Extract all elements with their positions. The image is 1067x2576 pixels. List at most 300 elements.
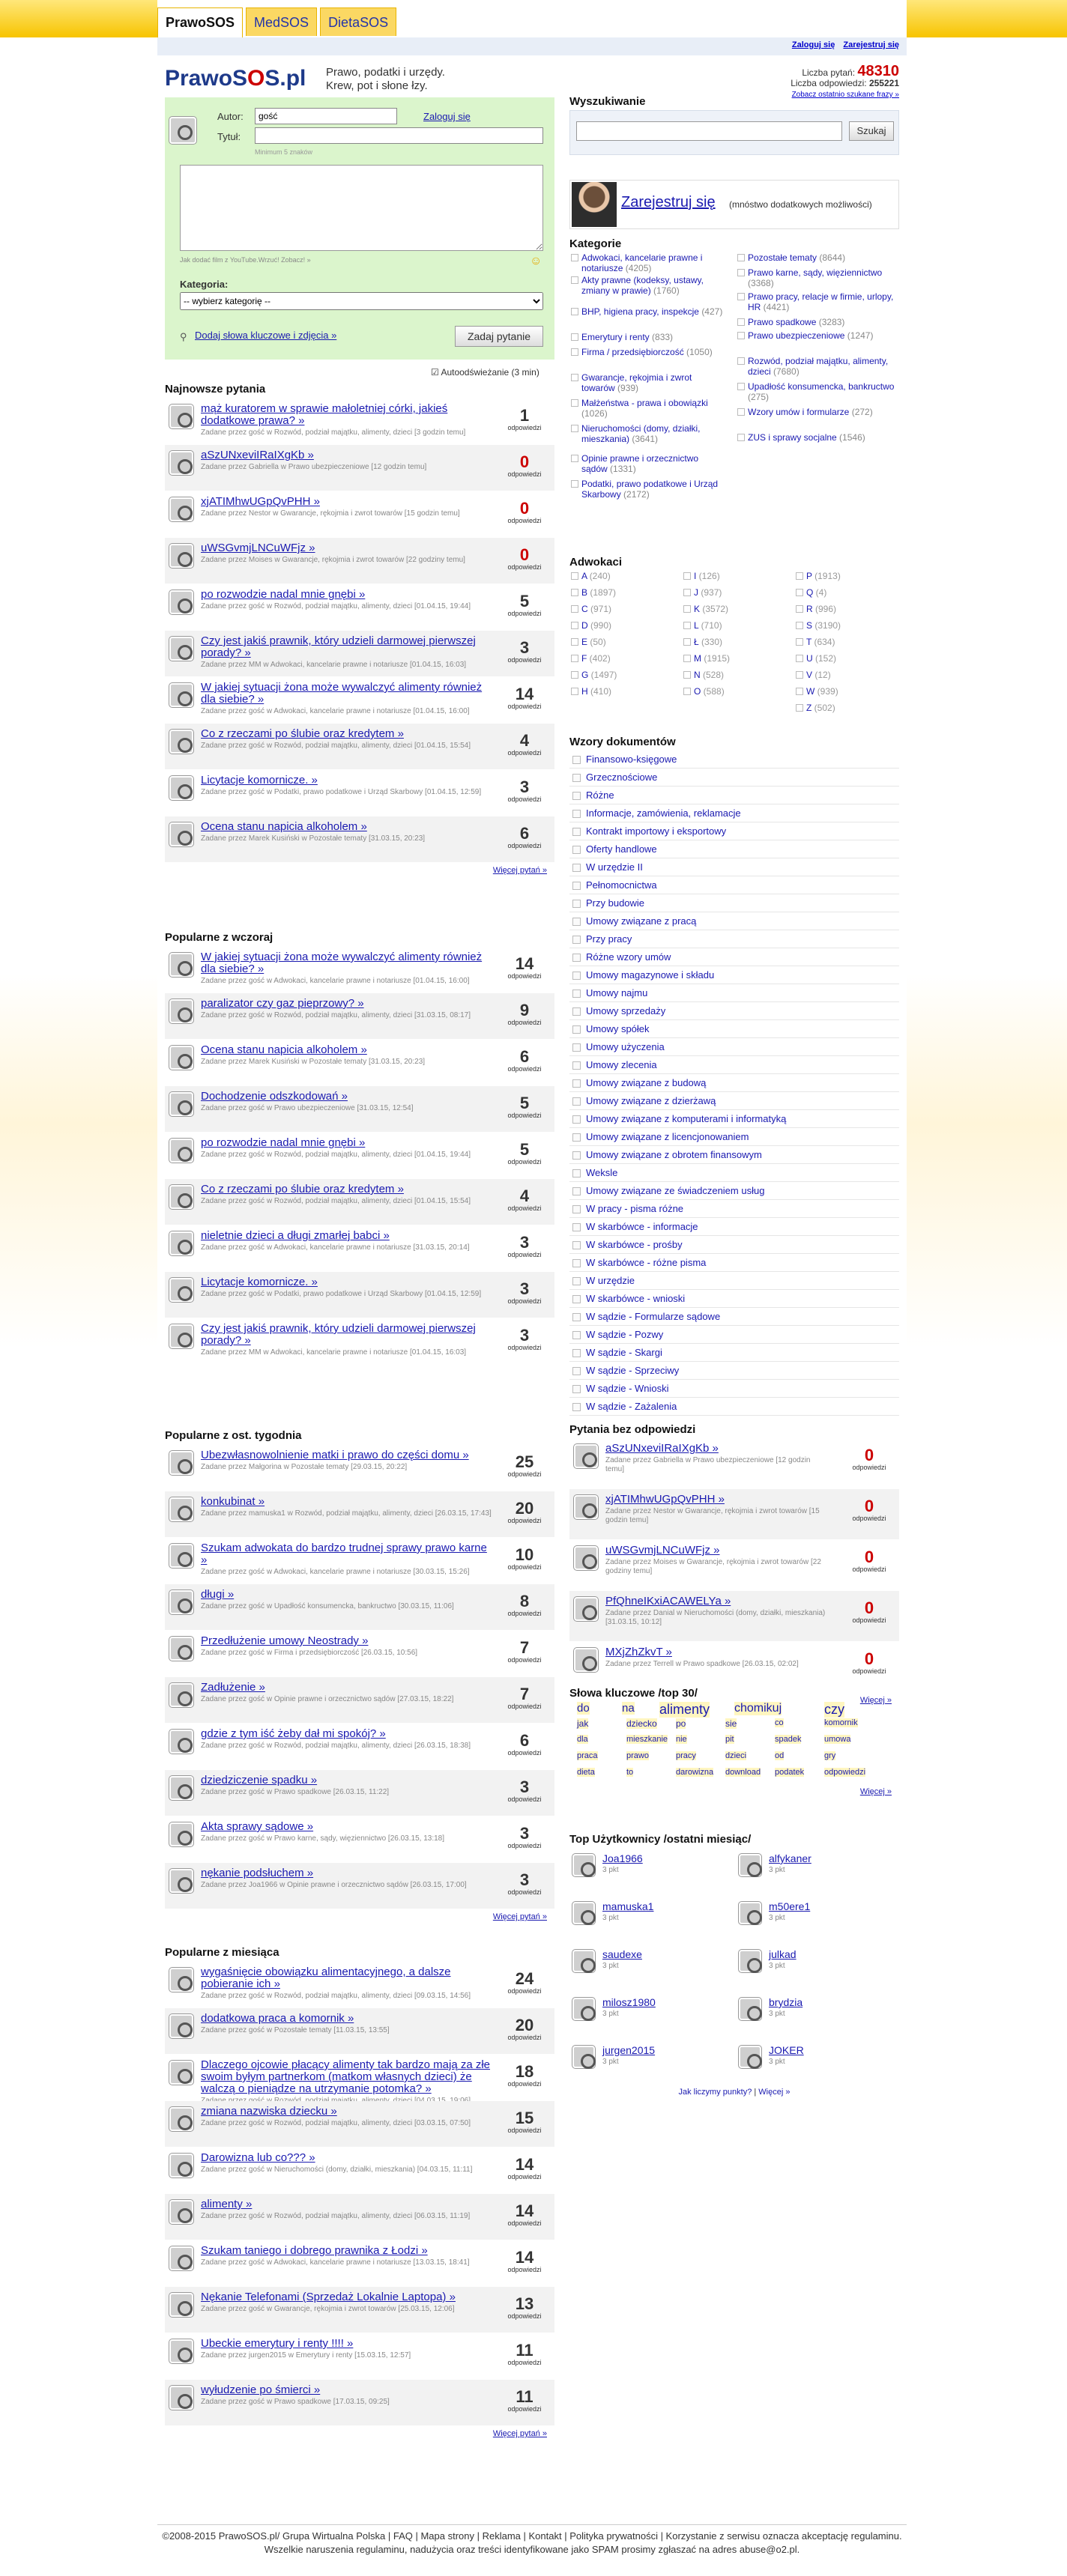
question-meta: Zadane przez Nestor w Gwarancje, rękojmia i zwrot towarów [15 godzin temu]	[605, 1507, 820, 1524]
user-link[interactable]: jurgen2015	[602, 2044, 656, 2056]
category-link[interactable]: Adwokaci, kancelarie prawne i notariusze (4205)	[569, 252, 727, 273]
template-link[interactable]: Umowy związane z budową	[569, 1074, 899, 1092]
smiley-icon[interactable]: ☺	[530, 255, 542, 267]
answer-count-label: odpowiedzi	[507, 1842, 542, 1849]
question-link[interactable]: zmiana nazwiska dziecku »	[201, 2105, 337, 2118]
keyword-tag[interactable]: jak	[577, 1718, 589, 1729]
user-avatar	[169, 1822, 193, 1846]
template-link[interactable]: Kontrakt importowy i eksportowy	[569, 822, 899, 840]
lawyer-letter[interactable]: G (1497)	[569, 670, 617, 680]
answer-count-label: odpowiedzi	[507, 517, 542, 524]
category-link[interactable]: Upadłość konsumencka, bankructwo (275)	[736, 381, 899, 402]
answer-count-value: 24	[515, 1969, 534, 1988]
category-link[interactable]: BHP, higiena pracy, inspekcje (427)	[569, 306, 727, 317]
category-link[interactable]: Podatki, prawo podatkowe i Urząd Skarbowy (2172)	[569, 479, 727, 500]
user-link[interactable]: brydzia	[769, 1996, 803, 2008]
user-avatar	[169, 1185, 193, 1209]
lawyer-letter[interactable]: Q (4)	[794, 587, 826, 598]
category-link[interactable]: Prawo karne, sądy, więziennictwo (3368)	[736, 267, 899, 288]
keyword-tag[interactable]: dieta	[577, 1768, 595, 1777]
answer-count	[502, 593, 547, 617]
category-link[interactable]: Nieruchomości (domy, działki, mieszkania) (3641)	[569, 423, 727, 444]
user-avatar	[574, 1495, 598, 1519]
question-link[interactable]: konkubinat »	[201, 1495, 265, 1508]
template-link[interactable]: W sądzie - Zażalenia	[569, 1398, 899, 1416]
answer-count	[502, 640, 547, 664]
question-row	[165, 2240, 554, 2287]
answer-count-value: 11	[516, 2387, 534, 2406]
keyword-tag[interactable]: mieszkanie	[626, 1735, 668, 1744]
question-link[interactable]: aSzUNxeviIRaIXgKb »	[201, 449, 314, 461]
keyword-tag[interactable]: po	[676, 1718, 686, 1729]
sidebar-register-link[interactable]: Zarejestruj się	[621, 194, 716, 210]
answer-count	[502, 1733, 547, 1757]
keyword-tag[interactable]: od	[775, 1751, 785, 1760]
add-keywords-link[interactable]: Dodaj słowa kluczowe i zdjęcia »	[195, 330, 337, 341]
lawyer-letter[interactable]: M (1915)	[682, 653, 730, 664]
user-avatar	[169, 2154, 193, 2178]
lawyer-letter[interactable]: V (12)	[794, 670, 831, 680]
answer-count-value: 3	[519, 1326, 530, 1345]
question-meta: Zadane przez gość w Rozwód, podział majątku, alimenty, dzieci [01.04.15, 15:54]	[201, 742, 471, 750]
category-link[interactable]: Prawo ubezpieczeniowe (1247)	[736, 330, 899, 341]
answer-count	[502, 2249, 547, 2273]
question-link[interactable]: Czy jest jakiś prawnik, który udzieli darmowej pierwszej porady? »	[201, 634, 476, 659]
more-questions-link[interactable]: Więcej pytań »	[492, 2429, 547, 2438]
answer-count-label: odpowiedzi	[507, 563, 542, 571]
answer-count	[502, 1095, 547, 1119]
answer-count-label: odpowiedzi	[507, 1517, 542, 1524]
template-link[interactable]: W skarbówce - różne pisma	[569, 1254, 899, 1272]
question-row	[165, 2287, 554, 2333]
more-questions-link[interactable]: Więcej pytań »	[492, 866, 547, 875]
user-avatar	[574, 1597, 598, 1621]
more-questions-link[interactable]: Więcej pytań »	[492, 1912, 547, 1921]
template-link[interactable]: Umowy sprzedaży	[569, 1002, 899, 1020]
template-link[interactable]: Umowy użyczenia	[569, 1038, 899, 1056]
author-label: Autor:	[217, 111, 244, 122]
lawyer-letter[interactable]: B (1897)	[569, 587, 616, 598]
user-avatar	[169, 497, 193, 521]
question-link[interactable]: po rozwodzie nadal mnie gnębi »	[201, 1136, 366, 1149]
user-avatar	[169, 1776, 193, 1800]
answer-count-value: 6	[519, 824, 530, 843]
question-link[interactable]: Ocena stanu napicia alkoholem »	[201, 820, 367, 833]
questions-count: 48310	[857, 63, 899, 79]
answer-count	[502, 1779, 547, 1803]
question-link[interactable]: gdzie z tym iść żeby dał mi spokój? »	[201, 1727, 386, 1740]
user-avatar	[739, 1854, 761, 1876]
question-meta: Zadane przez Danial w Nieruchomości (domy, działki, mieszkania) [31.03.15, 10:12]	[605, 1609, 826, 1626]
answer-count	[502, 956, 547, 980]
user-avatar	[169, 2339, 193, 2363]
template-link[interactable]: W sądzie - Pozwy	[569, 1326, 899, 1344]
template-link[interactable]: Różne	[569, 787, 899, 804]
category-link[interactable]: Małżeństwa - prawa i obowiązki (1026)	[569, 398, 727, 419]
answer-count	[502, 1593, 547, 1617]
answer-count	[502, 2017, 547, 2041]
keyword-tag[interactable]: komornik	[824, 1718, 858, 1727]
question-row	[165, 2380, 554, 2426]
question-meta: Zadane przez gość w Prawo spadkowe [26.03.15, 11:22]	[201, 1788, 390, 1796]
question-meta: Zadane przez gość w Opinie prawne i orzecznictwo sądów [27.03.15, 18:22]	[201, 1695, 454, 1703]
template-link[interactable]: W urzędzie	[569, 1272, 899, 1290]
search-input[interactable]	[576, 121, 842, 141]
answer-count	[502, 1686, 547, 1710]
question-link[interactable]: Dlaczego ojcowie płacący alimenty tak bardzo mają za złe swoim byłym partnerkom (matkom własnych dzieci) że walczą o pieniądze na utrzymanie potomka? »	[201, 2058, 491, 2095]
user-avatar	[169, 1968, 193, 1992]
question-link[interactable]: Nękanie Telefonami (Sprzedaż Lokalnie Laptopa) »	[201, 2291, 456, 2303]
answer-count: 0 odpowiedzi	[852, 1497, 886, 1522]
category-link[interactable]: Emerytury i renty (833)	[569, 332, 727, 342]
category-link[interactable]: Prawo spadkowe (3283)	[736, 317, 899, 327]
user-avatar	[739, 1902, 761, 1924]
register-box	[569, 180, 899, 229]
question-link[interactable]: uWSGvmjLNCuWFjz »	[605, 1544, 720, 1557]
keyword-tag[interactable]: na	[622, 1702, 635, 1715]
answer-count	[502, 2203, 547, 2227]
user-avatar	[169, 776, 193, 800]
template-link[interactable]: Pełnomocnictwa	[569, 876, 899, 894]
register-link[interactable]: Zarejestruj się	[843, 40, 899, 49]
answer-count-label: odpowiedzi	[507, 1297, 542, 1305]
lawyer-letter[interactable]: N (528)	[682, 670, 724, 680]
question-link[interactable]: po rozwodzie nadal mnie gnębi »	[201, 588, 366, 601]
keywords-more-link[interactable]: Więcej »	[859, 1787, 892, 1796]
answer-count-label: odpowiedzi	[507, 842, 542, 849]
answer-count-value: 3	[519, 1233, 530, 1252]
template-link[interactable]: Oferty handlowe	[569, 840, 899, 858]
lawyer-letter[interactable]: C (971)	[569, 604, 611, 614]
template-link[interactable]: Umowy spółek	[569, 1020, 899, 1038]
template-link[interactable]: Umowy magazynowe i składu	[569, 966, 899, 984]
template-link[interactable]: W sądzie - Sprzeciwy	[569, 1362, 899, 1380]
question-link[interactable]: Przedłużenie umowy Neostrady »	[201, 1634, 369, 1647]
question-link[interactable]: Darowizna lub co??? »	[201, 2151, 315, 2164]
answer-count	[502, 1825, 547, 1849]
keyword-tag[interactable]: pracy	[676, 1751, 696, 1760]
category-link[interactable]: Rozwód, podział majątku, alimenty, dzieci (7680)	[736, 356, 899, 377]
question-row	[165, 816, 554, 863]
top-users-more-link[interactable]: Więcej »	[758, 2088, 791, 2097]
question-link[interactable]: Ubeckie emerytury i renty !!!! »	[201, 2337, 354, 2350]
points-help-link[interactable]: Jak liczymy punkty?	[678, 2088, 752, 2097]
tab-medsos[interactable]: MedSOS	[246, 7, 317, 36]
lawyer-letter[interactable]: D (990)	[569, 620, 611, 631]
answer-count-value: 3	[519, 1778, 530, 1796]
lawyer-letter[interactable]: J (937)	[682, 587, 722, 598]
keyword-tag[interactable]: dzieci	[725, 1751, 747, 1760]
question-link[interactable]: aSzUNxeviIRaIXgKb »	[605, 1442, 719, 1455]
question-link[interactable]: Co z rzeczami po ślubie oraz kredytem »	[201, 727, 404, 740]
question-link[interactable]: mąż kuratorem w sprawie małoletniej córki, jakieś dodatkowe prawa? »	[201, 402, 448, 427]
template-link[interactable]: W sądzie - Wnioski	[569, 1380, 899, 1398]
answer-count	[502, 2110, 547, 2134]
question-link[interactable]: uWSGvmjLNCuWFjz »	[201, 542, 315, 554]
unanswered-row	[569, 1591, 899, 1642]
title-hint: Minimum 5 znaków	[255, 148, 313, 156]
keyword-tag[interactable]: gry	[824, 1751, 836, 1760]
lawyer-letter[interactable]: O (588)	[682, 686, 725, 697]
user-points: 3 pkt	[602, 2010, 619, 2018]
template-link[interactable]: Grzecznościowe	[569, 769, 899, 787]
template-link[interactable]: Umowy związane z licencjonowaniem	[569, 1128, 899, 1146]
answer-count-value: 18	[515, 2062, 534, 2081]
tab-prawosos[interactable]: PrawoSOS	[157, 7, 243, 37]
user-avatar	[169, 1637, 193, 1661]
lawyer-letter[interactable]: S (3190)	[794, 620, 841, 631]
unanswered-more-link[interactable]: Więcej »	[859, 1696, 892, 1705]
question-link[interactable]: wygaśnięcie obowiązku alimentacyjnego, a dalsze pobieranie ich »	[201, 1966, 451, 1990]
keyword-tag[interactable]: alimenty	[659, 1702, 710, 1717]
recent-searches-link[interactable]: Zobacz ostatnio szukane frazy »	[791, 91, 899, 99]
question-row	[165, 1225, 554, 1272]
keyword-tag[interactable]: chomikuj	[734, 1702, 782, 1715]
template-link[interactable]: W skarbówce - informacje	[569, 1218, 899, 1236]
user-avatar	[572, 1902, 595, 1924]
user-avatar	[169, 2200, 193, 2224]
user-points: 3 pkt	[769, 2010, 785, 2018]
lawyer-letter[interactable]: R (996)	[794, 604, 836, 614]
answer-count-label: odpowiedzi	[507, 610, 542, 617]
answer-count	[502, 1971, 547, 1995]
lawyer-letter[interactable]: P (1913)	[794, 571, 841, 581]
question-link[interactable]: Ocena stanu napicia alkoholem »	[201, 1043, 367, 1056]
ask-question-form	[165, 97, 554, 360]
user-avatar	[169, 1231, 193, 1255]
question-link[interactable]: Szukam taniego i dobrego prawnika z Łodzi »	[201, 2244, 428, 2257]
title-input[interactable]	[255, 127, 543, 144]
question-meta: Zadane przez Gabriella w Prawo ubezpieczeniowe [12 godzin temu]	[201, 463, 427, 471]
answer-count-label: odpowiedzi	[507, 1112, 542, 1119]
question-meta: Zadane przez gość w Rozwód, podział majątku, alimenty, dzieci [01.04.15, 19:44]	[201, 1151, 471, 1159]
question-link[interactable]: MXjZhZkvT »	[605, 1646, 672, 1658]
user-link[interactable]: alfykaner	[769, 1852, 811, 1864]
keyword-tag[interactable]: prawo	[626, 1751, 649, 1760]
search-button[interactable]: Szukaj	[849, 121, 894, 141]
template-link[interactable]: Umowy najmu	[569, 984, 899, 1002]
page	[157, 0, 907, 2576]
question-link[interactable]: Akta sprawy sądowe »	[201, 1820, 314, 1833]
template-link[interactable]: Umowy związane ze świadczeniem usług	[569, 1182, 899, 1200]
template-link[interactable]: W sądzie - Skargi	[569, 1344, 899, 1362]
lawyer-letter[interactable]: Z (502)	[794, 703, 835, 713]
keyword-tag[interactable]: do	[577, 1702, 590, 1715]
answer-count-value: 4	[519, 731, 530, 750]
youtube-hint[interactable]: Jak dodać film z YouTube.Wrzuć! Zobacz! »	[180, 256, 311, 264]
lawyer-letter[interactable]: I (126)	[682, 571, 720, 581]
question-link[interactable]: Szukam adwokata do bardzo trudnej sprawy prawo karne »	[201, 1542, 487, 1566]
question-row	[165, 1133, 554, 1179]
template-link[interactable]: W skarbówce - prośby	[569, 1236, 899, 1254]
keyword-tag[interactable]: to	[626, 1768, 634, 1777]
user-avatar	[169, 683, 193, 707]
question-link[interactable]: nękanie podsłuchem »	[201, 1867, 314, 1879]
template-link[interactable]: Umowy związane z dzierżawą	[569, 1092, 899, 1110]
template-link[interactable]: W urzędzie II	[569, 858, 899, 876]
question-link[interactable]: W jakiej sytuacji żona może wywalczyć alimenty również dla siebie? »	[201, 951, 483, 975]
tab-dietasos[interactable]: DietaSOS	[320, 7, 396, 36]
answer-count	[502, 2157, 547, 2180]
category-link[interactable]: Firma / przedsiębiorczość (1050)	[569, 347, 727, 357]
question-link[interactable]: Licytacje komornicze. »	[201, 774, 318, 787]
user-avatar	[169, 730, 193, 754]
autorefresh-toggle[interactable]: ☑ Autoodświeżanie (3 min)	[431, 367, 539, 378]
keyword-tag[interactable]: nie	[676, 1735, 687, 1744]
answer-count-label: odpowiedzi	[507, 1204, 542, 1212]
answer-count-label: odpowiedzi	[507, 1065, 542, 1073]
submit-question-button[interactable]: Zadaj pytanie	[455, 326, 543, 347]
lawyer-letter[interactable]: H (410)	[569, 686, 611, 697]
template-link[interactable]: W skarbówce - wnioski	[569, 1290, 899, 1308]
question-meta: Zadane przez gość w Adwokaci, kancelarie prawne i notariusze [01.04.15, 16:00]	[201, 707, 470, 715]
category-link[interactable]: Wzory umów i formularze (272)	[736, 407, 899, 417]
question-meta: Zadane przez jurgen2015 w Emerytury i renty [15.03.15, 12:57]	[201, 2351, 411, 2360]
question-link[interactable]: xjATIMhwUGpQvPHH »	[605, 1493, 725, 1506]
keyword-tag[interactable]: co	[775, 1718, 784, 1727]
question-meta: Zadane przez Terrell w Prawo spadkowe [26.03.15, 02:02]	[605, 1660, 799, 1668]
keyword-tag[interactable]: czy	[824, 1702, 844, 1717]
question-link[interactable]: Co z rzeczami po ślubie oraz kredytem »	[201, 1183, 404, 1195]
question-link[interactable]: W jakiej sytuacji żona może wywalczyć alimenty również dla siebie? »	[201, 681, 483, 706]
keyword-tag[interactable]: pit	[725, 1735, 734, 1744]
answer-count	[502, 1188, 547, 1212]
question-link[interactable]: Zadłużenie »	[201, 1681, 265, 1694]
template-link[interactable]: Przy budowie	[569, 894, 899, 912]
category-link[interactable]: Prawo pracy, relacje w firmie, urlopy, HR (4421)	[736, 291, 899, 312]
answer-count-value: 14	[515, 2201, 534, 2220]
search-box	[569, 94, 899, 155]
question-link[interactable]: alimenty »	[201, 2198, 253, 2210]
user-avatar	[574, 1444, 598, 1468]
footer-links[interactable]: ©2008-2015 PrawoSOS.pl/ Grupa Wirtualna Polska | FAQ | Mapa strony | Reklama | Kontakt | Polityka prywatności | Korzystanie z serwisu oznacza akceptację regulaminu.	[162, 2530, 902, 2542]
answers-count: 255221	[868, 78, 899, 88]
question-meta: Zadane przez gość w Firma i przedsiębiorczość [26.03.15, 10:56]	[201, 1649, 418, 1657]
question-meta: Zadane przez gość w Rozwód, podział majątku, alimenty, dzieci [03.03.15, 07:50]	[201, 2119, 471, 2127]
template-link[interactable]: Umowy związane z obrotem finansowym	[569, 1146, 899, 1164]
user-avatar	[169, 2061, 193, 2085]
question-link[interactable]: wyłudzenie po śmierci »	[201, 2383, 321, 2396]
category-link[interactable]: Pozostałe tematy (8644)	[736, 252, 899, 263]
question-link[interactable]: PfQhneIKxiACAWELYa »	[605, 1595, 731, 1607]
question-row	[165, 1816, 554, 1863]
answer-count-label: odpowiedzi	[507, 1888, 542, 1896]
category-link[interactable]: Akty prawne (kodeksy, ustawy, zmiany w prawie) (1760)	[569, 275, 727, 296]
user-link[interactable]: julkad	[769, 1948, 797, 1960]
template-link[interactable]: Finansowo-księgowe	[569, 751, 899, 769]
question-link[interactable]: długi »	[201, 1588, 235, 1601]
template-link[interactable]: Umowy zlecenia	[569, 1056, 899, 1074]
lawyer-letter[interactable]: U (152)	[794, 653, 836, 664]
question-row	[165, 1770, 554, 1816]
answer-count-label: odpowiedzi	[507, 795, 542, 803]
user-link[interactable]: mamuska1	[602, 1900, 654, 1912]
keyword-tag[interactable]: umowa	[824, 1735, 851, 1744]
keyword-tag[interactable]: odpowiedzi	[824, 1768, 866, 1777]
keyword-tag[interactable]: podatek	[775, 1768, 805, 1777]
unanswered-box	[569, 1422, 899, 1708]
category-select[interactable]	[180, 292, 543, 310]
question-row	[165, 1445, 554, 1491]
user-avatar	[169, 2386, 193, 2410]
template-link[interactable]: Przy pracy	[569, 930, 899, 948]
keyword-tag[interactable]: praca	[577, 1751, 598, 1760]
template-link[interactable]: Informacje, zamówienia, reklamacje	[569, 804, 899, 822]
keyword-tag[interactable]: spadek	[775, 1735, 802, 1744]
keyword-tag[interactable]: download	[725, 1768, 761, 1777]
category-link[interactable]: Gwarancje, rękojmia i zwrot towarów (939)	[569, 372, 727, 393]
user-avatar	[169, 544, 193, 568]
top-user	[736, 1992, 897, 2032]
question-link[interactable]: xjATIMhwUGpQvPHH »	[201, 495, 320, 508]
question-link[interactable]: dodatkowa praca a komornik »	[201, 2012, 354, 2025]
question-link[interactable]: paralizator czy gaz pieprzowy? »	[201, 997, 364, 1010]
question-textarea[interactable]	[180, 165, 543, 251]
template-link[interactable]: Weksle	[569, 1164, 899, 1182]
keyword-tag[interactable]: dziecko	[626, 1718, 657, 1729]
answer-count-value: 14	[515, 2155, 534, 2174]
question-row	[165, 1318, 554, 1365]
login-link[interactable]: Zaloguj się	[791, 40, 835, 49]
answer-count-label: odpowiedzi	[507, 1610, 542, 1617]
keyword-tag[interactable]: dla	[577, 1735, 588, 1744]
question-link[interactable]: nieletnie dzieci a długi zmarłej babci »	[201, 1229, 390, 1242]
category-link[interactable]: Opinie prawne i orzecznictwo sądów (1331)	[569, 453, 727, 474]
answer-count-value: 4	[519, 1187, 530, 1205]
lawyer-letter[interactable]: W (939)	[794, 686, 838, 697]
question-link[interactable]: Licytacje komornicze. »	[201, 1276, 318, 1288]
question-row	[165, 770, 554, 816]
user-link[interactable]: m50ere1	[769, 1900, 811, 1912]
lawyer-letter[interactable]: L (710)	[682, 620, 722, 631]
unanswered-title: Pytania bez odpowiedzi	[569, 1423, 696, 1436]
author-input[interactable]	[255, 108, 397, 124]
question-link[interactable]: dziedziczenie spadku »	[201, 1774, 318, 1786]
keyword-tag[interactable]: darowizna	[676, 1768, 714, 1777]
user-avatar	[739, 2046, 761, 2068]
lawyer-letter[interactable]: F (402)	[569, 653, 611, 664]
question-link[interactable]: Czy jest jakiś prawnik, który udzieli darmowej pierwszej porady? »	[201, 1322, 476, 1347]
template-link[interactable]: W pracy - pisma różne	[569, 1200, 899, 1218]
template-link[interactable]: Umowy związane z komputerami i informatyką	[569, 1110, 899, 1128]
user-link[interactable]: JOKER	[769, 2044, 804, 2056]
question-row	[165, 1179, 554, 1225]
question-link[interactable]: Dochodzenie odszkodowań »	[201, 1090, 348, 1103]
questions-section	[165, 929, 554, 1365]
keyword-tag[interactable]: sie	[725, 1718, 737, 1729]
lawyer-letter[interactable]: A (240)	[569, 571, 611, 581]
lawyer-letter[interactable]: E (50)	[569, 637, 606, 647]
template-link[interactable]: Umowy związane z pracą	[569, 912, 899, 930]
template-link[interactable]: Różne wzory umów	[569, 948, 899, 966]
category-link[interactable]: ZUS i sprawy socjalne (1546)	[736, 432, 899, 443]
answer-count-label: odpowiedzi	[507, 1019, 542, 1026]
lawyer-letter[interactable]: T (634)	[794, 637, 835, 647]
question-link[interactable]: Ubezwłasnowolnienie matki i prawo do części domu »	[201, 1449, 469, 1461]
template-link[interactable]: W sądzie - Formularze sądowe	[569, 1308, 899, 1326]
lawyer-letter[interactable]: K (3572)	[682, 604, 728, 614]
form-login-link[interactable]: Zaloguj się	[423, 111, 471, 122]
question-meta: Zadane przez Gabriella w Prawo ubezpieczeniowe [12 godzin temu]	[605, 1456, 811, 1473]
user-avatar	[169, 1046, 193, 1070]
site-logo[interactable]: PrawoSOS.pl	[165, 66, 306, 91]
footer-abuse: Wszelkie naruszenia regulaminu, nadużycia oraz treści identyfikowane jako SPAM prosimy zgłaszać na adres abuse@o2.pl.	[264, 2544, 800, 2555]
user-link[interactable]: Joa1966	[602, 1852, 643, 1864]
lawyer-letter[interactable]: Ł (330)	[682, 637, 722, 647]
user-link[interactable]: milosz1980	[602, 1996, 656, 2008]
user-link[interactable]: saudexe	[602, 1948, 642, 1960]
question-meta: Zadane przez Joa1966 w Opinie prawne i orzecznictwo sądów [26.03.15, 17:00]	[201, 1881, 467, 1889]
